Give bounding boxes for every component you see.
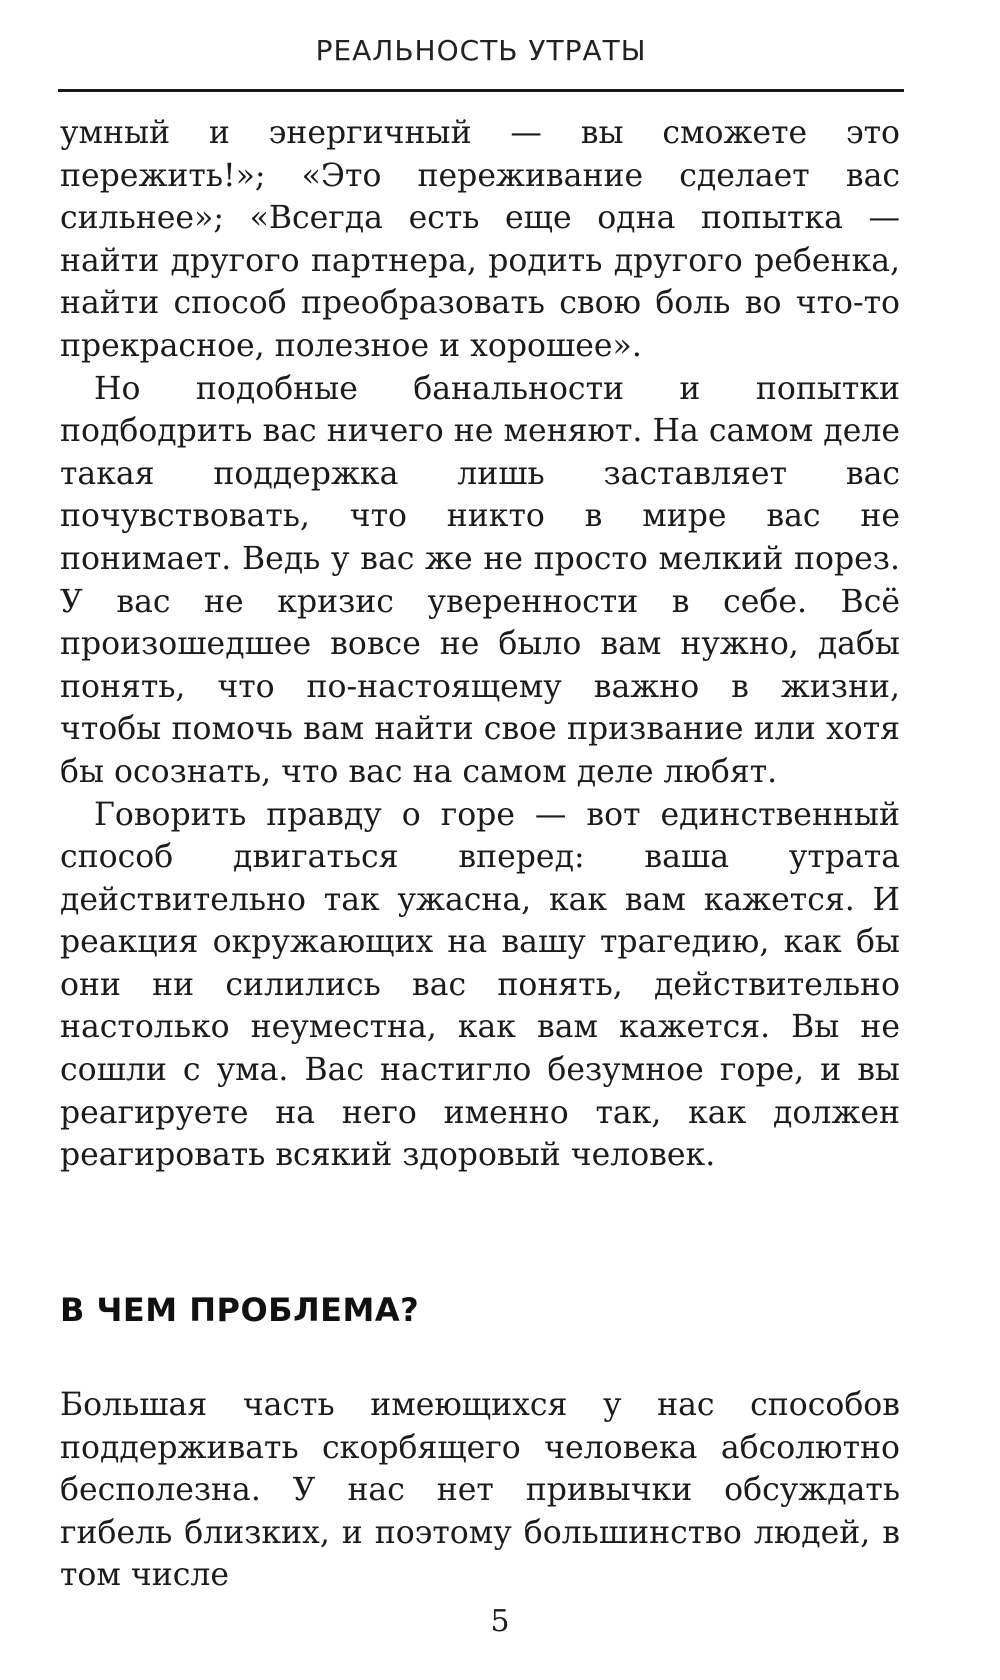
paragraph-problem: Большая часть имеющихся у нас способов поддерживать скорбящего человека абсолютно бесполезна. У нас нет привычки обсуждать гибель близких, и поэтому большинство людей, в том числе	[60, 1387, 900, 1594]
paragraph-banalities: Но подобные банальности и попытки подбодрить вас ничего не меняют. На самом деле такая поддержка лишь заставляет вас почувствовать, что никто в мире вас не понимает. Ведь у вас же не просто мелкий порез. У вас не кризис уверенности в себе. Всё произошедшее вовсе не было вам нужно, дабы понять, что по-настоящему важно в жизни, чтобы помочь вам найти свое призвание или хотя бы осознать, что вас на самом деле любят.	[60, 370, 900, 790]
paragraph-truth-about-grief: Говорить правду о горе — вот единственный способ двигаться вперед: ваша утрата действительно так ужасна, как вам кажется. И реакция окружающих на вашу трагедию, как бы они ни силились вас понять, действительно настолько неуместна, как вам кажется. Вы не сошли с ума. Вас настигло безумное горе, и вы реагируете на него именно так, как должен реагировать всякий здоровый человек.	[60, 796, 900, 1174]
section-heading: В ЧЕМ ПРОБЛЕМА?	[60, 1291, 420, 1329]
page-number: 5	[490, 1604, 510, 1639]
paragraph-continuation: умный и энергичный — вы сможете это пережить!»; «Это переживание сделает вас сильнее»; «Всегда есть еще одна попытка — найти другого партнера, родить другого ребенка, найти способ преобразовать свою боль во что-то прекрасное, полезное и хорошее».	[60, 115, 900, 364]
running-header: РЕАЛЬНОСТЬ УТРАТЫ	[315, 34, 647, 67]
header-rule	[58, 89, 904, 92]
body-text-bottom	[60, 1384, 900, 1597]
body-text-top	[60, 112, 900, 1177]
